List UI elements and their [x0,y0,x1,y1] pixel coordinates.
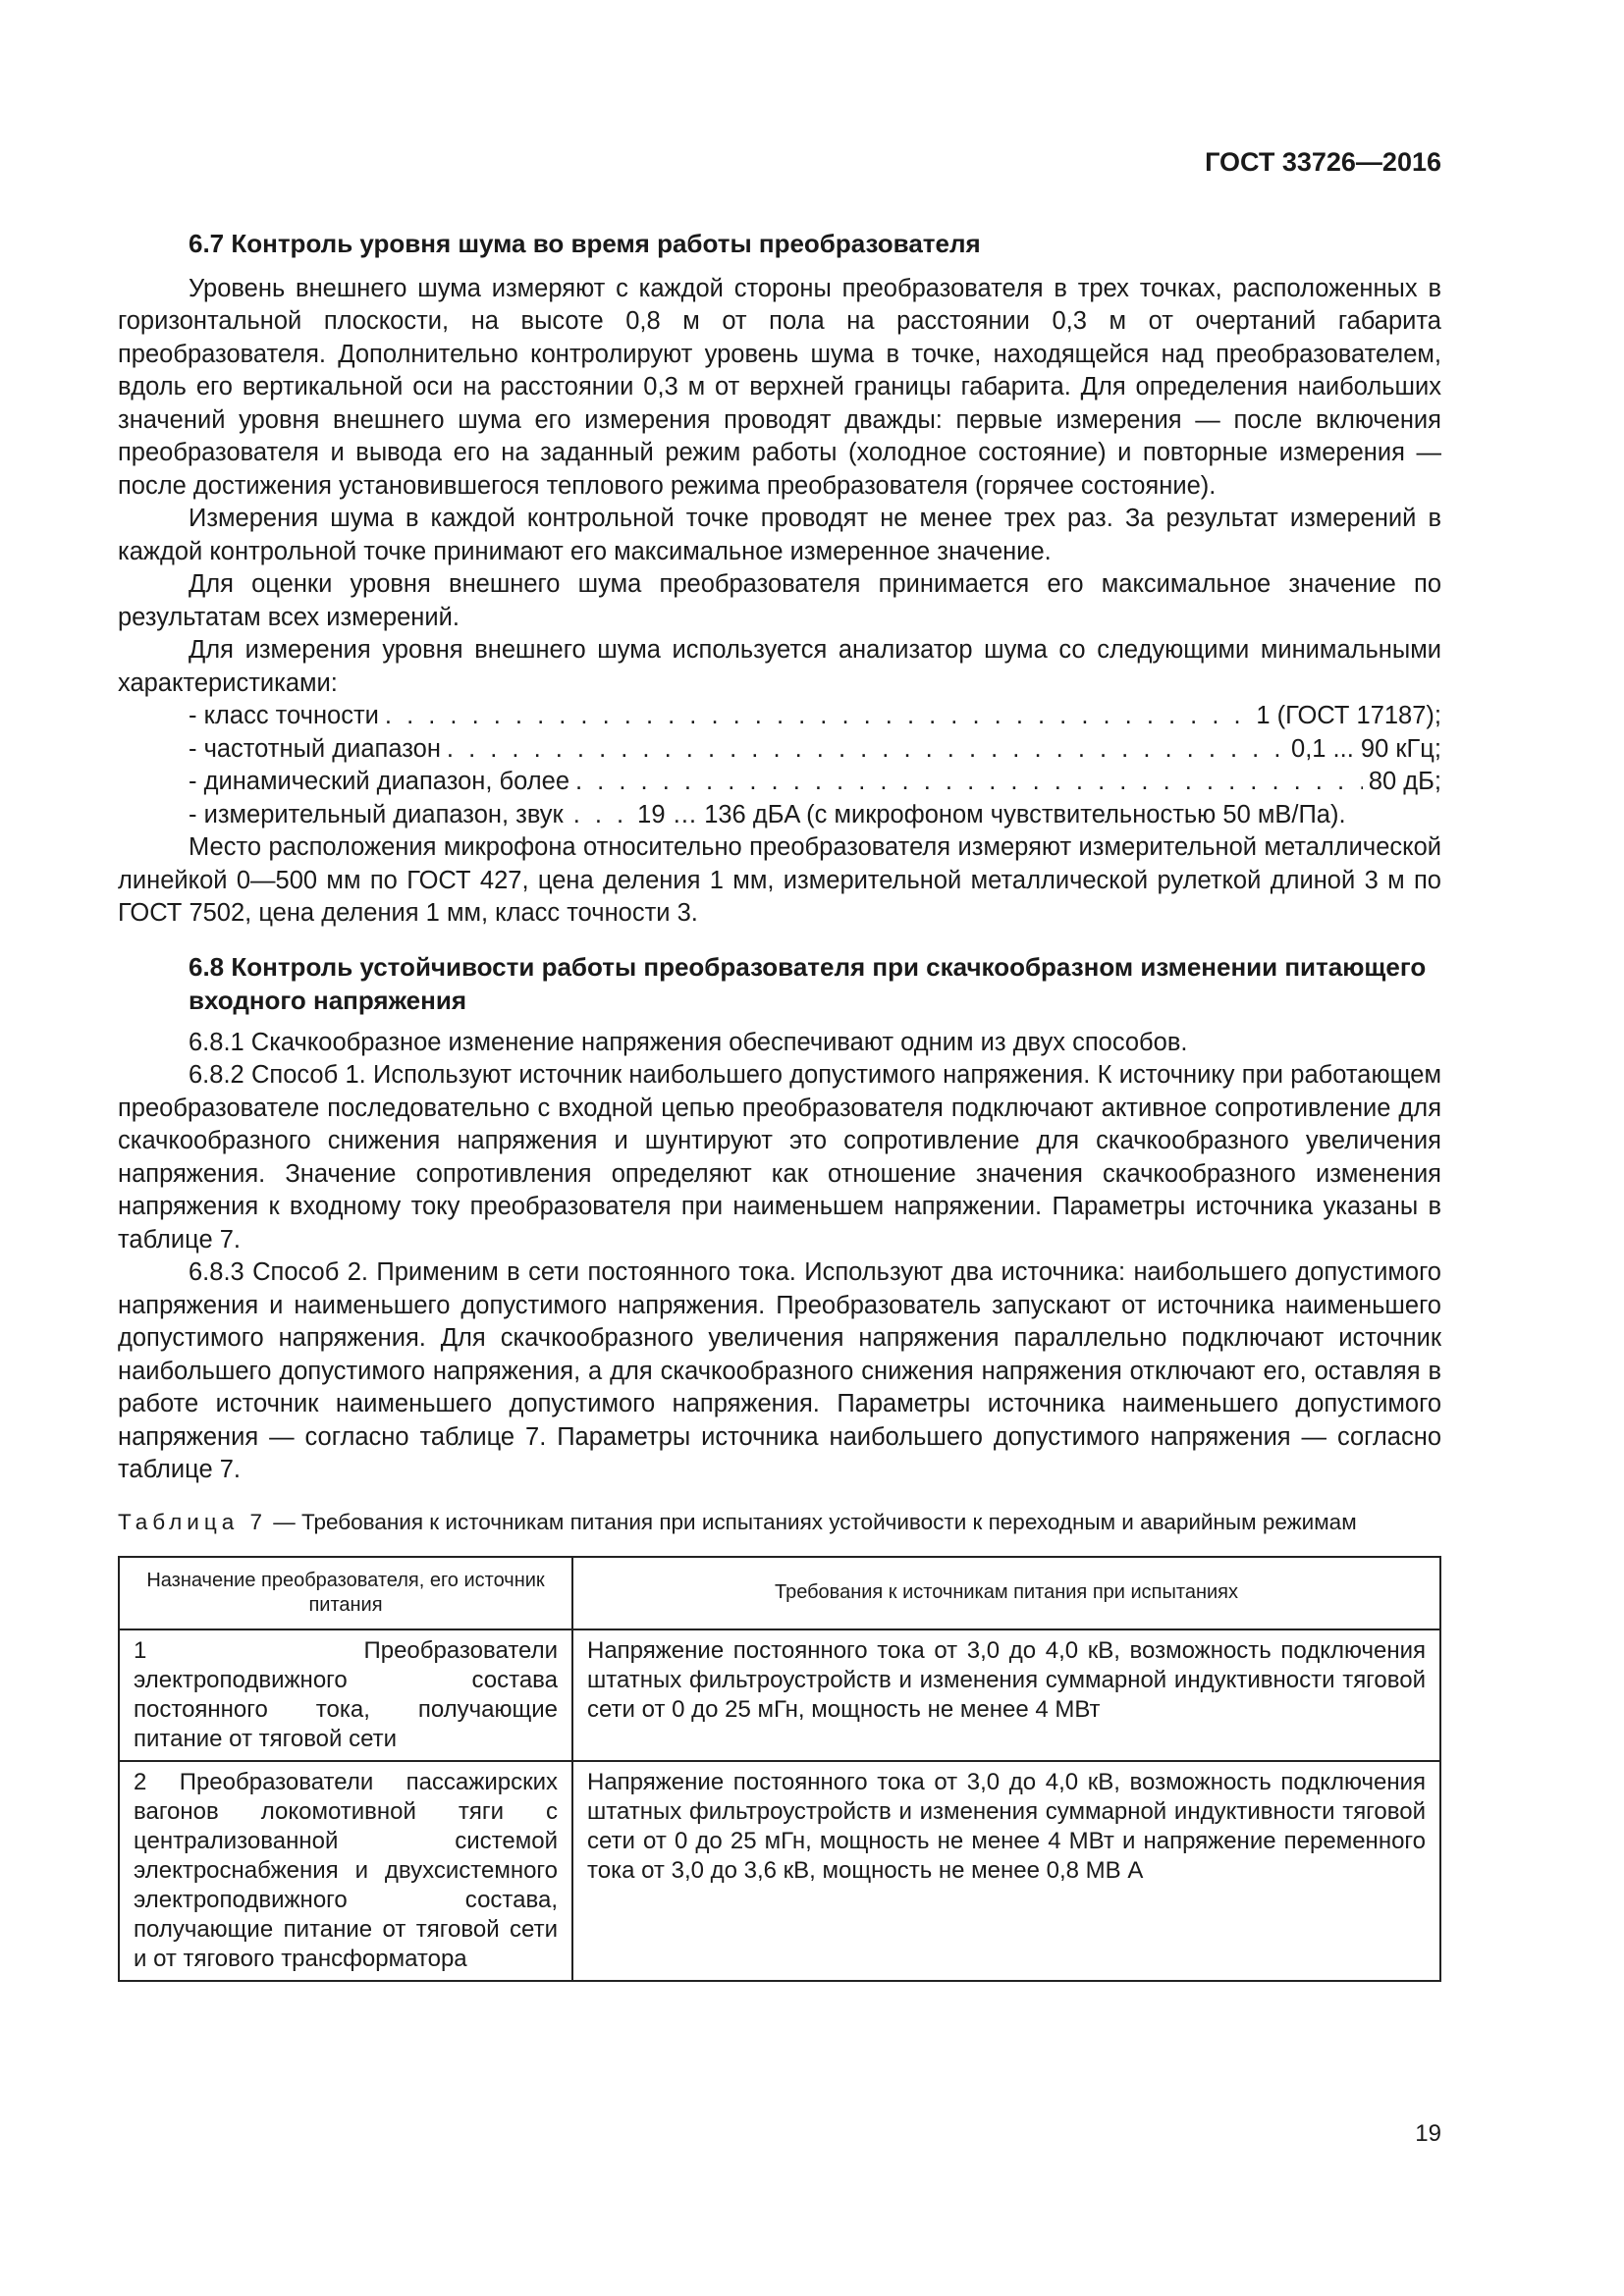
characteristic-item [118,733,1441,767]
characteristic-value: 1 (ГОСТ 17187); [1256,702,1441,729]
characteristic-label: - класс точности [189,702,379,729]
page-content [118,228,1441,1982]
table-header-cell: Назначение преобразователя, его источник питания [119,1557,572,1629]
table-caption-label: Таблица 7 [118,1509,267,1534]
standard-header: ГОСТ 33726—2016 [1205,147,1441,177]
table-header-row [119,1557,1440,1629]
table-cell: Напряжение постоянного тока от 3,0 до 4,0 кВ, возможность подключения штатных фильтроустройств и изменения суммарной индуктивности тяговой сети от 0 до 25 мГн, мощность не менее 4 МВт [572,1629,1440,1761]
characteristic-label: - динамический диапазон, более [189,768,570,795]
table-caption [118,1509,1441,1536]
dot-leader [447,733,1285,767]
requirements-table [118,1556,1441,1982]
characteristic-item [118,700,1441,733]
section-6-7-paragraph: Для измерения уровня внешнего шума используется анализатор шума со следующими минимальными характеристиками: [118,636,1441,697]
dot-leader: . . . [572,800,628,828]
table-cell: Напряжение постоянного тока от 3,0 до 4,0 кВ, возможность подключения штатных фильтроустройств и изменения суммарной индуктивности тяговой сети от 0 до 25 мГн, мощность не менее 4 МВт и напряжение переменного тока от 3,0 до 3,6 кВ, мощность не менее 0,8 МВ А [572,1761,1440,1981]
characteristic-item [118,799,1441,832]
dot-leader [575,766,1363,799]
characteristic-label: - частотный диапазон [189,734,441,763]
section-6-8-paragraph: 6.8.1 Скачкообразное изменение напряжения обеспечивают одним из двух способов. [189,1028,1188,1056]
section-6-7-paragraph: Уровень внешнего шума измеряют с каждой стороны преобразователя в трех точках, расположенных в горизонтальной плоскости, на высоте 0,8 м от пола на расстоянии 0,3 м от очертаний габарита преобразователя. Дополнительно контролируют уровень шума в точке, находящейся над преобразователем, вдоль его вертикальной оси на расстоянии 0,3 м от верхней границы габарита. Для определения наибольших значений уровня внешнего шума его измерения проводят дважды: первые измерения — после включения преобразователя и вывода его на заданный режим работы (холодное состояние) и повторные измерения — после достижения установившегося теплового режима преобразователя (горячее состояние). [118,274,1441,500]
section-6-7-paragraph: Для оценки уровня внешнего шума преобразователя принимается его максимальное значение по результатам всех измерений. [118,570,1441,631]
section-6-8-paragraph: 6.8.2 Способ 1. Используют источник наибольшего допустимого напряжения. К источнику при работающем преобразователе последовательно с входной цепью преобразователя подключают активное сопротивление для скачкообразного снижения напряжения и шунтируют это сопротивление для скачкообразного увеличения напряжения. Значение сопротивления определяют как отношение значения скачкообразного изменения напряжения к входному току преобразователя при наименьшем напряжении. Параметры источника указаны в таблице 7. [118,1061,1441,1254]
characteristic-item [118,766,1441,799]
table-header-cell: Требования к источникам питания при испытаниях [572,1557,1440,1629]
characteristic-label: - измерительный диапазон, звук [189,800,564,828]
section-6-8-heading: 6.8 Контроль устойчивости работы преобразователя при скачкообразном изменении питающего входного напряжения [189,951,1427,1015]
table-cell: 1 Преобразователи электроподвижного состава постоянного тока, получающие питание от тяговой сети [119,1629,572,1761]
section-6-7-heading: 6.7 Контроль уровня шума во время работы преобразователя [189,229,981,258]
table-caption-text: — Требования к источникам питания при испытаниях устойчивости к переходным и аварийным режимам [267,1509,1357,1534]
section-6-7-closing: Место расположения микрофона относительно преобразователя измеряют измерительной металлической линейкой 0—500 мм по ГОСТ 427, цена деления 1 мм, измерительной металлической рулеткой длиной 3 м по ГОСТ 7502, цена деления 1 мм, класс точности 3. [118,833,1441,927]
characteristic-value: 0,1 ... 90 кГц; [1291,734,1441,763]
table-row [119,1629,1440,1761]
characteristic-value: 80 дБ; [1368,768,1441,795]
section-6-7-paragraph: Измерения шума в каждой контрольной точке проводят не менее трех раз. За результат измерений в каждой контрольной точке принимают его максимальное измеренное значение. [118,505,1441,565]
dot-leader [385,700,1250,733]
table-cell: 2 Преобразователи пассажирских вагонов локомотивной тяги с централизованной системой электроснабжения и двухсистемного электроподвижного состава, получающие питание от тяговой сети и от тягового трансформатора [119,1761,572,1981]
section-6-8-paragraph: 6.8.3 Способ 2. Применим в сети постоянного тока. Используют два источника: наибольшего допустимого напряжения и наименьшего допустимого напряжения. Преобразователь запускают от источника наименьшего допустимого напряжения. Для скачкообразного увеличения напряжения параллельно подключают источник наибольшего допустимого напряжения, а для скачкообразного снижения напряжения отключают его, оставляя в работе источник наименьшего допустимого напряжения. Параметры источника наименьшего допустимого напряжения — согласно таблице 7. Параметры источника наибольшего допустимого напряжения — согласно таблице 7. [118,1258,1441,1483]
page-number: 19 [1415,2120,1441,2147]
table-row [119,1761,1440,1981]
characteristic-value: 19 … 136 дБA (с микрофоном чувствительностью 50 мВ/Па). [637,800,1346,828]
